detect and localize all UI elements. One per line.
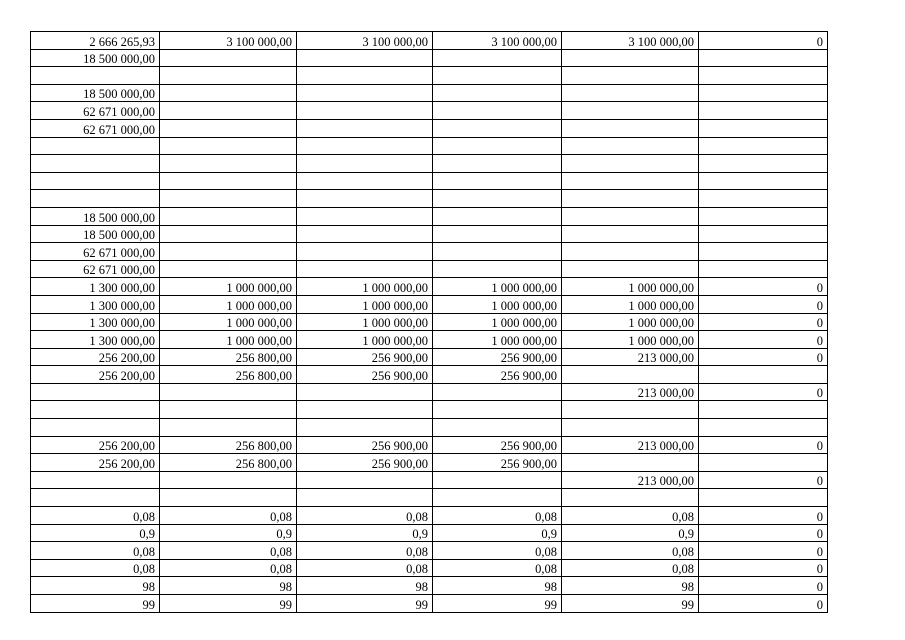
table-cell: 0 <box>699 559 828 577</box>
table-row <box>31 401 828 419</box>
table-row <box>31 507 828 525</box>
table-cell: 0,9 <box>433 524 562 542</box>
table-cell: 1 000 000,00 <box>562 331 699 349</box>
table-cell <box>31 489 160 507</box>
table-cell: 0,08 <box>31 507 160 525</box>
table-cell: 99 <box>160 595 297 613</box>
table-row <box>31 559 828 577</box>
table-cell: 256 200,00 <box>31 366 160 384</box>
table-row <box>31 243 828 261</box>
table-cell <box>562 49 699 67</box>
table-cell <box>297 137 433 155</box>
table-cell <box>699 366 828 384</box>
table-cell <box>433 119 562 137</box>
table-cell <box>562 489 699 507</box>
table-cell: 256 900,00 <box>433 436 562 454</box>
table-cell <box>699 102 828 120</box>
table-cell <box>433 84 562 102</box>
table-cell <box>433 207 562 225</box>
table-cell <box>699 67 828 85</box>
table-cell: 0 <box>699 577 828 595</box>
table-row <box>31 295 828 313</box>
table-cell: 1 000 000,00 <box>297 295 433 313</box>
table-row <box>31 190 828 208</box>
table-cell <box>160 172 297 190</box>
table-row <box>31 366 828 384</box>
table-cell: 99 <box>433 595 562 613</box>
table-cell <box>31 419 160 437</box>
table-cell: 0 <box>699 313 828 331</box>
data-table-body <box>31 32 828 613</box>
table-cell: 99 <box>297 595 433 613</box>
table-cell <box>31 190 160 208</box>
table-cell: 256 200,00 <box>31 436 160 454</box>
table-row <box>31 331 828 349</box>
table-cell: 1 000 000,00 <box>297 313 433 331</box>
table-cell <box>297 489 433 507</box>
table-cell: 98 <box>297 577 433 595</box>
table-cell <box>433 190 562 208</box>
table-row <box>31 595 828 613</box>
table-cell <box>160 102 297 120</box>
table-cell <box>699 137 828 155</box>
table-cell: 0 <box>699 471 828 489</box>
table-cell <box>562 137 699 155</box>
table-cell <box>699 155 828 173</box>
table-cell: 0,08 <box>297 507 433 525</box>
table-cell <box>31 471 160 489</box>
table-cell <box>160 190 297 208</box>
table-cell <box>160 84 297 102</box>
table-cell <box>562 207 699 225</box>
table-cell <box>562 243 699 261</box>
table-cell <box>160 471 297 489</box>
table-cell: 0 <box>699 507 828 525</box>
table-cell <box>297 119 433 137</box>
table-cell: 256 800,00 <box>160 366 297 384</box>
table-cell <box>562 225 699 243</box>
table-cell <box>699 225 828 243</box>
table-cell <box>31 172 160 190</box>
table-row <box>31 383 828 401</box>
table-cell: 1 000 000,00 <box>433 295 562 313</box>
table-cell: 256 800,00 <box>160 454 297 472</box>
table-cell <box>160 383 297 401</box>
table-cell: 213 000,00 <box>562 348 699 366</box>
table-cell: 18 500 000,00 <box>31 49 160 67</box>
table-cell: 0 <box>699 331 828 349</box>
table-cell: 256 200,00 <box>31 454 160 472</box>
table-cell: 98 <box>31 577 160 595</box>
table-cell <box>297 243 433 261</box>
table-row <box>31 313 828 331</box>
table-cell: 1 300 000,00 <box>31 331 160 349</box>
table-cell <box>433 49 562 67</box>
table-cell: 98 <box>433 577 562 595</box>
table-cell <box>297 84 433 102</box>
table-cell <box>297 260 433 278</box>
table-cell: 1 300 000,00 <box>31 278 160 296</box>
table-cell <box>699 49 828 67</box>
table-cell: 3 100 000,00 <box>562 32 699 50</box>
table-cell: 256 900,00 <box>297 454 433 472</box>
table-cell: 256 900,00 <box>433 366 562 384</box>
table-cell: 0,08 <box>31 559 160 577</box>
table-cell: 99 <box>562 595 699 613</box>
table-cell: 3 100 000,00 <box>433 32 562 50</box>
table-row <box>31 155 828 173</box>
table-cell: 0 <box>699 383 828 401</box>
table-cell: 0 <box>699 348 828 366</box>
table-cell: 1 000 000,00 <box>297 331 433 349</box>
table-cell <box>297 419 433 437</box>
table-cell: 0,08 <box>160 542 297 560</box>
table-row <box>31 67 828 85</box>
table-cell <box>160 243 297 261</box>
table-cell <box>562 190 699 208</box>
table-cell: 98 <box>562 577 699 595</box>
table-row <box>31 436 828 454</box>
table-row <box>31 542 828 560</box>
table-cell <box>562 84 699 102</box>
table-cell <box>297 67 433 85</box>
table-row <box>31 84 828 102</box>
table-row <box>31 32 828 50</box>
table-row <box>31 419 828 437</box>
table-cell <box>160 137 297 155</box>
table-cell: 0,08 <box>562 507 699 525</box>
table-cell: 256 900,00 <box>297 436 433 454</box>
table-cell: 256 800,00 <box>160 436 297 454</box>
table-cell <box>699 260 828 278</box>
table-cell: 0 <box>699 524 828 542</box>
table-cell: 0,08 <box>160 559 297 577</box>
table-cell: 0,08 <box>562 542 699 560</box>
table-cell: 99 <box>31 595 160 613</box>
table-cell <box>433 102 562 120</box>
table-cell <box>699 243 828 261</box>
table-cell <box>160 419 297 437</box>
table-cell: 1 000 000,00 <box>562 295 699 313</box>
table-cell <box>433 401 562 419</box>
table-row <box>31 49 828 67</box>
table-cell <box>699 489 828 507</box>
table-cell: 0 <box>699 542 828 560</box>
table-cell <box>160 225 297 243</box>
table-cell <box>297 207 433 225</box>
table-cell <box>433 243 562 261</box>
table-cell: 3 100 000,00 <box>160 32 297 50</box>
table-cell <box>160 155 297 173</box>
table-cell <box>297 49 433 67</box>
table-cell: 213 000,00 <box>562 436 699 454</box>
table-cell <box>433 155 562 173</box>
table-cell: 0 <box>699 278 828 296</box>
table-cell <box>160 67 297 85</box>
table-cell <box>562 366 699 384</box>
table-cell <box>699 190 828 208</box>
table-cell <box>699 454 828 472</box>
table-cell: 2 666 265,93 <box>31 32 160 50</box>
table-cell: 1 000 000,00 <box>433 331 562 349</box>
table-cell <box>433 225 562 243</box>
table-cell <box>433 471 562 489</box>
table-cell: 1 000 000,00 <box>433 313 562 331</box>
table-cell: 62 671 000,00 <box>31 260 160 278</box>
table-cell <box>699 401 828 419</box>
table-row <box>31 119 828 137</box>
table-row <box>31 278 828 296</box>
table-cell <box>699 419 828 437</box>
table-cell: 213 000,00 <box>562 383 699 401</box>
table-cell <box>160 401 297 419</box>
table-cell: 0,08 <box>433 542 562 560</box>
table-cell: 256 800,00 <box>160 348 297 366</box>
table-cell: 1 000 000,00 <box>160 331 297 349</box>
table-cell: 0,9 <box>160 524 297 542</box>
table-cell: 3 100 000,00 <box>297 32 433 50</box>
table-cell <box>562 401 699 419</box>
table-cell: 213 000,00 <box>562 471 699 489</box>
table-cell: 18 500 000,00 <box>31 207 160 225</box>
table-cell: 0,08 <box>31 542 160 560</box>
table-cell: 0,08 <box>433 507 562 525</box>
table-cell <box>562 67 699 85</box>
table-cell: 0,9 <box>31 524 160 542</box>
table-cell <box>31 67 160 85</box>
table-cell: 1 000 000,00 <box>160 278 297 296</box>
table-cell: 98 <box>160 577 297 595</box>
table-cell <box>562 119 699 137</box>
table-row <box>31 225 828 243</box>
table-cell: 0,08 <box>297 542 433 560</box>
table-cell: 256 900,00 <box>433 348 562 366</box>
table-cell <box>160 49 297 67</box>
table-row <box>31 454 828 472</box>
table-cell: 1 000 000,00 <box>297 278 433 296</box>
table-cell <box>699 172 828 190</box>
table-cell <box>31 401 160 419</box>
table-cell <box>297 383 433 401</box>
table-cell: 18 500 000,00 <box>31 84 160 102</box>
data-table <box>30 31 828 613</box>
table-cell <box>297 190 433 208</box>
table-cell <box>562 419 699 437</box>
table-cell <box>433 260 562 278</box>
table-cell: 0,9 <box>562 524 699 542</box>
table-cell <box>297 401 433 419</box>
table-cell <box>297 225 433 243</box>
table-cell <box>433 383 562 401</box>
table-cell: 1 300 000,00 <box>31 313 160 331</box>
table-cell: 0,9 <box>297 524 433 542</box>
table-cell <box>699 119 828 137</box>
table-cell: 256 900,00 <box>297 366 433 384</box>
table-row <box>31 577 828 595</box>
table-cell <box>562 260 699 278</box>
table-cell: 62 671 000,00 <box>31 119 160 137</box>
table-row <box>31 471 828 489</box>
table-cell <box>297 102 433 120</box>
table-row <box>31 489 828 507</box>
table-cell <box>562 102 699 120</box>
table-cell: 0,08 <box>433 559 562 577</box>
table-cell: 1 000 000,00 <box>562 313 699 331</box>
table-cell: 0 <box>699 595 828 613</box>
table-cell <box>433 419 562 437</box>
table-cell <box>160 119 297 137</box>
table-row <box>31 524 828 542</box>
table-cell: 0,08 <box>297 559 433 577</box>
table-cell <box>31 155 160 173</box>
table-cell <box>31 383 160 401</box>
table-row <box>31 348 828 366</box>
table-cell: 256 200,00 <box>31 348 160 366</box>
table-cell <box>562 172 699 190</box>
table-cell <box>699 84 828 102</box>
table-cell <box>562 155 699 173</box>
table-cell <box>562 454 699 472</box>
table-cell <box>31 137 160 155</box>
table-cell <box>433 172 562 190</box>
table-cell: 1 000 000,00 <box>562 278 699 296</box>
table-cell <box>297 172 433 190</box>
table-cell: 18 500 000,00 <box>31 225 160 243</box>
table-cell: 0,08 <box>562 559 699 577</box>
table-cell <box>160 260 297 278</box>
table-cell: 0,08 <box>160 507 297 525</box>
table-cell: 0 <box>699 436 828 454</box>
table-cell <box>433 67 562 85</box>
table-row <box>31 137 828 155</box>
table-row <box>31 102 828 120</box>
table-cell: 256 900,00 <box>297 348 433 366</box>
table-cell: 62 671 000,00 <box>31 102 160 120</box>
table-cell: 1 000 000,00 <box>160 313 297 331</box>
table-cell <box>297 471 433 489</box>
table-cell <box>433 137 562 155</box>
table-cell <box>699 207 828 225</box>
table-row <box>31 207 828 225</box>
table-cell: 1 000 000,00 <box>433 278 562 296</box>
table-row <box>31 260 828 278</box>
table-cell: 0 <box>699 32 828 50</box>
table-cell: 1 000 000,00 <box>160 295 297 313</box>
table-cell <box>297 155 433 173</box>
table-row <box>31 172 828 190</box>
table-cell: 1 300 000,00 <box>31 295 160 313</box>
table-cell: 62 671 000,00 <box>31 243 160 261</box>
table-cell <box>160 207 297 225</box>
table-cell: 256 900,00 <box>433 454 562 472</box>
table-cell <box>160 489 297 507</box>
table-cell <box>433 489 562 507</box>
table-cell: 0 <box>699 295 828 313</box>
